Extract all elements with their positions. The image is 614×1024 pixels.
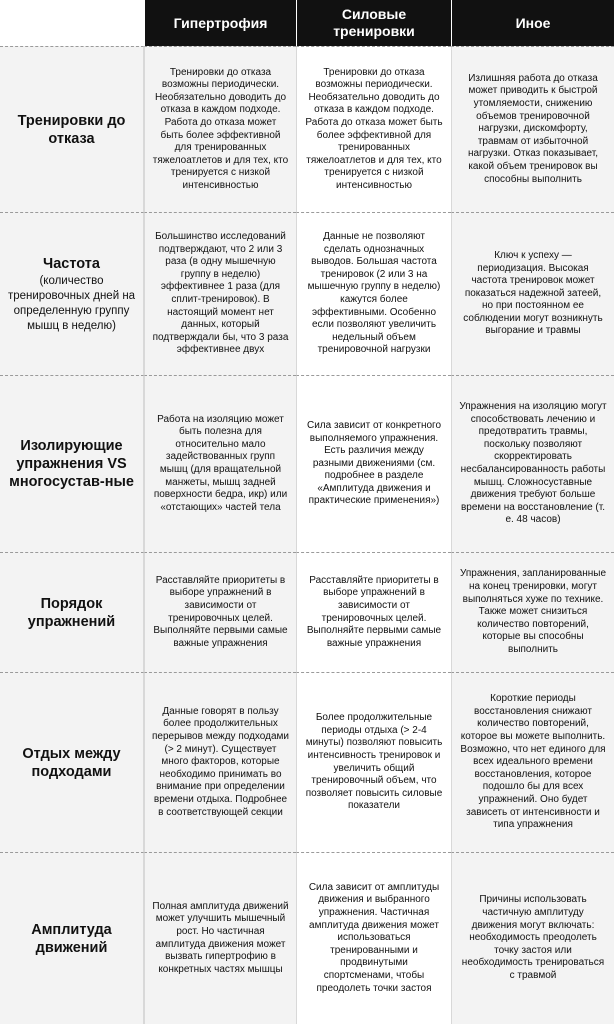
- cell-other-rest: [451, 672, 614, 852]
- cell-text: Сила зависит от конкретного выполняемого упражнения. Есть различия между разными движениями (см. подробнее в разделе «Амплитуда движения и практические применения»): [306, 419, 442, 507]
- cell-hypertrophy-failure: [144, 46, 296, 212]
- row-title: Порядок упражнений: [27, 595, 116, 630]
- cell-text: Причины использовать частичную амплитуду движения могут включать: необходимость преодолеть точку застоя или необходимость тренироваться с травмой: [461, 894, 605, 981]
- header-corner: [0, 0, 144, 46]
- cell-text: Сила зависит от амплитуды движения и выбранного упражнения. Частичная амплитуда движения может использоваться тренированными и продвинутыми спортсменами, чтобы преодолеть точки застоя: [308, 881, 440, 994]
- cell-other-frequency: [451, 212, 614, 375]
- cell-text: Большинство исследований подтверждают, что 2 или 3 раза (в одну мышечную группу в неделю) эффективнее 1 раза (для сплит-тренировок). В настоящий момент нет данных, который подтверждали бы, что 3 раза эффективнее двух: [152, 231, 289, 356]
- cell-text: Работа на изоляцию может быть полезна для относительно мало задействованных групп мышц (для вращательной манжеты, мышц задней поверхности бедра, икр) или «отстающих» частей тела: [153, 413, 288, 513]
- row-header-frequency: [0, 212, 144, 375]
- row-title: Изолирующие упражнения VS многосустав-ные: [9, 438, 134, 490]
- row-header-range-of-motion: [0, 852, 144, 1024]
- cell-text: Расставляйте приоритеты в выборе упражнений в зависимости от тренировочных целей. Выполняйте первыми самые важные упражнения: [306, 574, 442, 649]
- row-title: Частота: [43, 255, 100, 272]
- cell-text: Излишняя работа до отказа может приводить к быстрой утомляемости, снижению объемов тренировочной нагрузки, дискомфорту, травмам от избыточной нагрузки. Отказ показывает, какой объем тренировок вы способны выполнить: [467, 72, 599, 185]
- cell-text: Упражнения, запланированные на конец тренировки, могут выполняться хуже по технике. Также может снизиться количество повторений, которые вы способны выполнить: [459, 568, 607, 655]
- header-hypertrophy: Гипертрофия: [144, 0, 296, 46]
- cell-hypertrophy-rom: [144, 852, 296, 1024]
- cell-other-failure: [451, 46, 614, 212]
- header-strength: Силовые тренировки: [296, 0, 451, 46]
- cell-text: Тренировки до отказа возможны периодически. Необязательно доводить до отказа в каждом подходе. Работа до отказа может быть более эффективной для тренированных тяжелоатлетов и для тех, кто тренируется с низкой интенсивностью: [152, 66, 289, 191]
- cell-text: Упражнения на изоляцию могут способствовать лечению и предотвратить травмы, поскольку позволяют скорректировать несбалансированность работы мышц. Сложносуставные движения требуют больше времени на восстановление (т. е. 48 часов): [459, 401, 607, 526]
- cell-hypertrophy-rest: [144, 672, 296, 852]
- row-title: Амплитуда движений: [31, 921, 112, 956]
- cell-strength-isolation: [296, 375, 451, 552]
- cell-strength-order: [296, 552, 451, 672]
- cell-strength-rom: [296, 852, 451, 1024]
- cell-text: Короткие периоды восстановления снижают количество повторений, которое вы можете выполнить. Возможно, что нет единого для всех идеального времени восстановления, которое подошло бы для всех упражнений. Оно будет зависеть от интенсивности и типа упражнения: [460, 693, 606, 831]
- cell-other-isolation: [451, 375, 614, 552]
- cell-other-order: [451, 552, 614, 672]
- cell-other-rom: [451, 852, 614, 1024]
- row-header-rest-between-sets: [0, 672, 144, 852]
- cell-hypertrophy-isolation: [144, 375, 296, 552]
- cell-text: Более продолжительные периоды отдыха (> 2-4 минуты) позволяют повысить интенсивность тренировок и увеличить общий тренировочный объем, что позволяет повысить силовые показатели: [305, 712, 443, 812]
- cell-text: Тренировки до отказа возможны периодически. Необязательно доводить до отказа в каждом подходе. Работа до отказа может быть более эффективной для тренированных тяжелоатлетов и для тех, кто тренируется с низкой интенсивностью: [305, 66, 443, 191]
- row-title: Тренировки до отказа: [17, 112, 126, 147]
- row-header-exercise-order: [0, 552, 144, 672]
- cell-strength-frequency: [296, 212, 451, 375]
- cell-text: Расставляйте приоритеты в выборе упражнений в зависимости от тренировочных целей. Выполняйте первыми самые важные упражнения: [153, 574, 288, 649]
- row-subtitle: (количество тренировочных дней на определенную группу мышц в неделю): [7, 274, 136, 332]
- row-title: Отдых между подходами: [22, 745, 121, 780]
- cell-text: Ключ к успеху — периодизация. Высокая частота тренировок может показаться надежной затеей, но при постоянном ее соблюдении могут возникнуть выгорание и травмы: [463, 249, 603, 337]
- row-header-failure-training: [0, 46, 144, 212]
- cell-text: Данные говорят в пользу более продолжительных перерывов между подходами (> 2 минут). Существует много факторов, которые необходимо принимать во внимание при определении времени отдыха. Подробнее в соответствующей секции: [152, 705, 290, 818]
- cell-hypertrophy-frequency: [144, 212, 296, 375]
- row-header-isolation-vs-compound: [0, 375, 144, 552]
- header-other: Иное: [451, 0, 614, 46]
- cell-hypertrophy-order: [144, 552, 296, 672]
- cell-strength-failure: [296, 46, 451, 212]
- cell-text: Полная амплитуда движений может улучшить мышечный рост. Но частичная амплитуда движения может вызвать гипертрофию в конкретных частях мышцы: [152, 900, 289, 975]
- cell-text: Данные не позволяют сделать однозначных выводов. Большая частота тренировок (2 или 3 на мышечную группу в неделю) кажутся более эффективными. Особенно если позволяют увеличить недельный объем тренировочной нагрузки: [307, 231, 441, 356]
- cell-strength-rest: [296, 672, 451, 852]
